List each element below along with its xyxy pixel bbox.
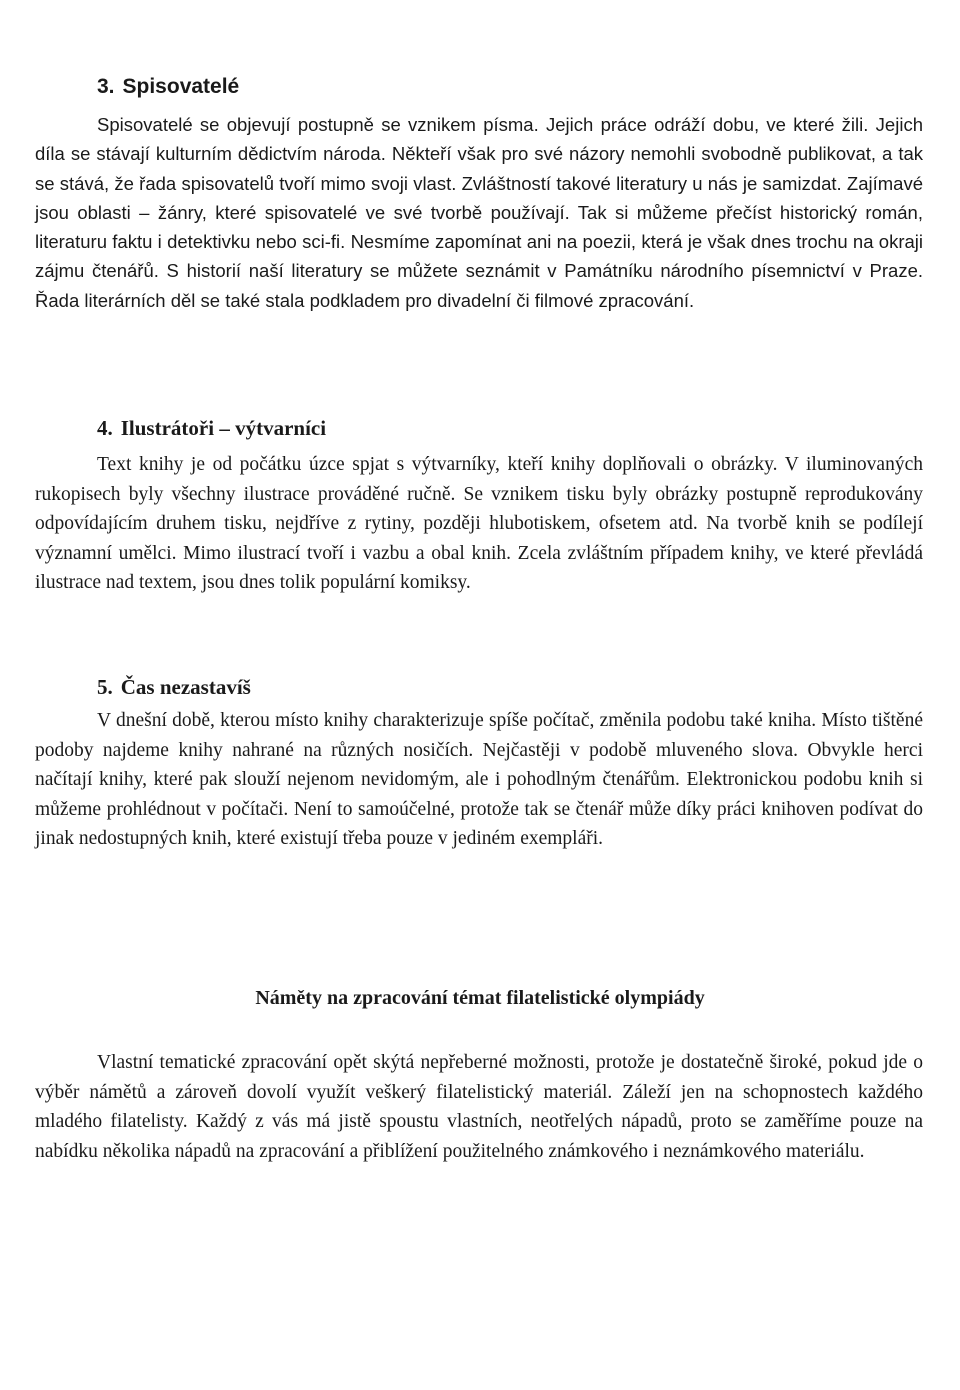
section-title: Čas nezastavíš	[120, 675, 251, 699]
section-number: 5.	[97, 675, 113, 699]
section-paragraph-spisovatele	[35, 110, 923, 315]
paragraph-text: Text knihy je od počátku úzce spjat s výtvarníky, kteří knihy doplňovali o obrázky. V iluminovaných rukopisech byly všechny ilustrace prováděné ručně. Se vznikem tisku byly obrázky postupně reprodukovány odpovídajícím druhem tisku, nejdříve z rytiny, později hlubotiskem, ofsetem atd. Na tvorbě knih se podílejí významní umělci. Mimo ilustrací tvoří i vazbu a obal knih. Zcela zvláštním případem knihy, ve které převládá ilustrace nad textem, jsou dnes tolik populární komiksy.	[35, 454, 923, 593]
section-paragraph-ilustratori	[35, 450, 923, 598]
section-title: Spisovatelé	[122, 75, 240, 98]
section-number: 3.	[97, 75, 115, 98]
section-number: 4.	[97, 416, 113, 440]
olympiad-paragraph	[35, 1048, 923, 1166]
section-paragraph-cas-nezastavis	[35, 706, 923, 854]
section-heading-cas-nezastavis	[97, 674, 251, 700]
section-heading-spisovatele	[97, 74, 239, 100]
section-heading-ilustratori	[97, 415, 326, 441]
paragraph-text: Vlastní tematické zpracování opět skýtá nepřeberné možnosti, protože je dostatečně široké, pokud jde o výběr námětů a zároveň dovolí využít veškerý filatelistický materiál. Záleží jen na schopnostech každého mladého filatelisty. Každý z vás má jistě spoustu vlastních, neotřelých nápadů, proto se zaměříme pouze na nabídku několika nápadů na zpracování a přiblížení použitelného známkového i neznámkového materiálu.	[35, 1052, 923, 1162]
section-title: Ilustrátoři – výtvarníci	[120, 416, 327, 440]
paragraph-text: V dnešní době, kterou místo knihy charakterizuje spíše počítač, změnila podobu také kniha. Místo tištěné podoby najdeme knihy nahrané na různých nosičích. Nejčastěji v podobě mluveného slova. Obvykle herci načítají knihy, které pak slouží nejenom nevidomým, ale i pohodlným čtenářům. Elektronickou podobu knih si můžeme prohlédnout v počítači. Není to samoúčelné, protože tak se čtenář může díky práci knihoven podívat do jinak nedostupných knih, které existují třeba pouze v jediném exempláři.	[35, 710, 923, 849]
paragraph-text: Spisovatelé se objevují postupně se vznikem písma. Jejich práce odráží dobu, ve které žili. Jejich díla se stávají kulturním dědictvím národa. Někteří však pro své názory nemohli svobodně publikovat, a tak se stává, že řada spisovatelů tvoří mimo svoji vlast. Zvláštností takové literatury u nás je samizdat. Zajímavé jsou oblasti – žánry, které spisovatelé ve své tvorbě používají. Tak si můžeme přečíst historický román, literaturu faktu i detektivku nebo sci-fi. Nesmíme zapomínat ani na poezii, která je však dnes trochu na okraji zájmu čtenářů. S historií naší literatury se můžete seznámit v Památníku národního písemnictví v Praze. Řada literárních děl se také stala podkladem pro divadelní či filmové zpracování.	[35, 114, 923, 311]
olympiad-title: Náměty na zpracování témat filatelistické olympiády	[255, 987, 705, 1009]
